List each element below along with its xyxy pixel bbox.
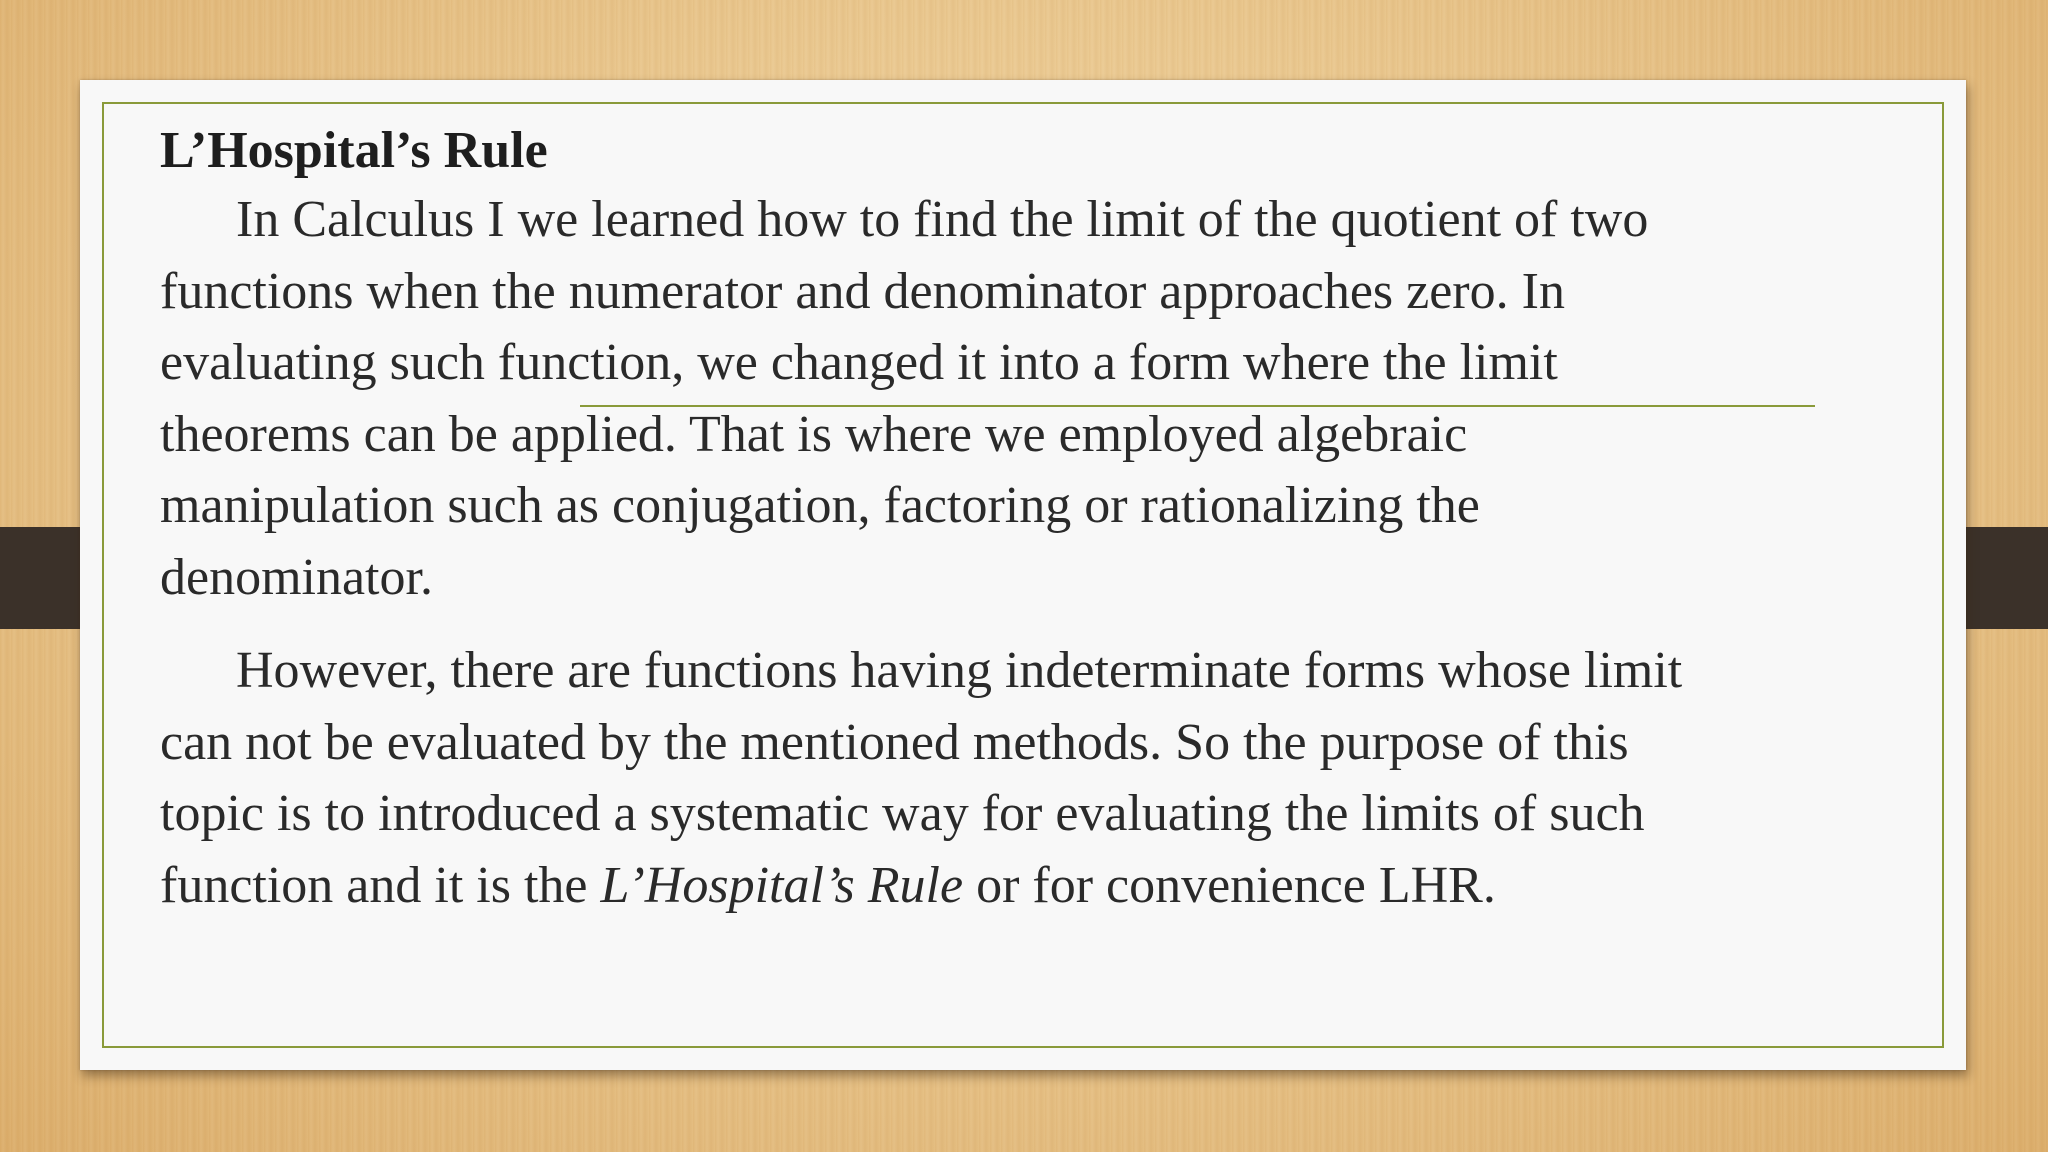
paragraph-line: manipulation such as conjugation, factoring or rationalizing the <box>160 477 1480 534</box>
paragraph-line: topic is to introduced a systematic way for evaluating the limits of such <box>160 785 1645 842</box>
text-segment: function and it is the <box>160 856 601 914</box>
paragraph-line: can not be evaluated by the mentioned methods. So the purpose of this <box>160 713 1629 771</box>
paragraph-line: theorems can be applied. That is where we employed algebraic <box>160 405 1468 463</box>
paragraph-line: In Calculus I we learned how to find the limit of the quotient of two <box>236 191 1649 248</box>
rule-name-italic: L’Hospital’s Rule <box>600 856 964 914</box>
text-segment: or for convenience LHR. <box>963 856 1496 914</box>
slide-content <box>160 118 1860 921</box>
paragraph-line-last <box>160 850 1860 922</box>
slide-title: L’Hospital’s Rule <box>160 122 548 179</box>
paragraph-2 <box>160 635 1860 921</box>
paragraph-line: evaluating such function, we changed it into a form where the limit <box>160 334 1558 391</box>
paragraph-line: functions when the numerator and denominator approaches zero. In <box>160 262 1565 320</box>
paragraph-1 <box>160 184 1860 613</box>
paragraph-line: denominator. <box>160 548 433 606</box>
paragraph-line: However, there are functions having indeterminate forms whose limit <box>236 642 1683 699</box>
